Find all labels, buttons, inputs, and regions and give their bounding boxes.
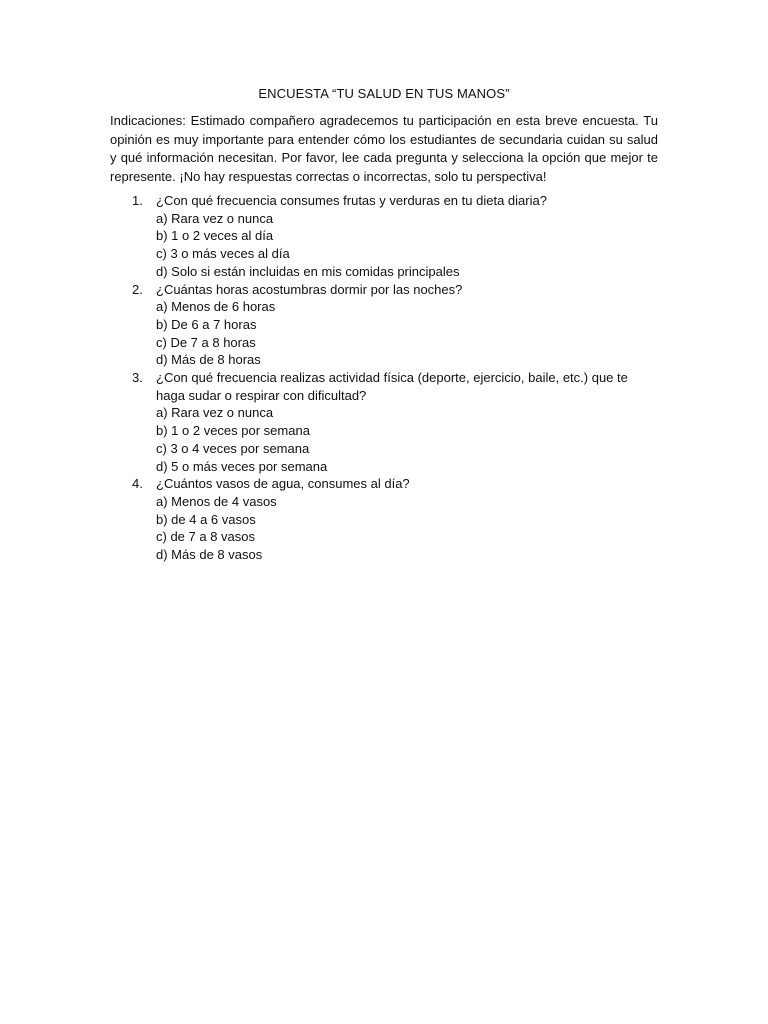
answer-option: a) Menos de 6 horas: [156, 299, 276, 315]
answer-option: a) Rara vez o nunca: [156, 405, 274, 421]
question-item: [110, 192, 658, 281]
answer-option: c) 3 o más veces al día: [156, 246, 290, 262]
question-item: [110, 281, 658, 370]
question-item: [110, 369, 658, 475]
question-number: 1.: [132, 193, 143, 208]
answer-option: c) 3 o 4 veces por semana: [156, 440, 310, 456]
answer-option: a) Rara vez o nunca: [156, 210, 274, 226]
option-list: [156, 493, 658, 564]
answer-option: d) Más de 8 vasos: [156, 547, 263, 563]
question-text: ¿Cuántas horas acostumbras dormir por las noches?: [156, 281, 463, 297]
question-list: [110, 192, 658, 564]
question-text: ¿Cuántos vasos de agua, consumes al día?: [156, 476, 410, 492]
answer-option: b) de 4 a 6 vasos: [156, 511, 256, 527]
answer-option: d) 5 o más veces por semana: [156, 458, 328, 474]
question-number: 4.: [132, 476, 143, 492]
option-list: [156, 210, 658, 281]
question-number: 2.: [132, 281, 143, 297]
answer-option: a) Menos de 4 vasos: [156, 493, 277, 509]
answer-option: c) De 7 a 8 horas: [156, 334, 256, 350]
answer-option: b) 1 o 2 veces al día: [156, 228, 274, 244]
option-list: [156, 404, 658, 475]
option-list: [156, 298, 658, 369]
page-title: ENCUESTA “TU SALUD EN TUS MANOS”: [258, 86, 510, 101]
question-number: 3.: [132, 370, 143, 386]
question-text: ¿Con qué frecuencia realizas actividad física (deporte, ejercicio, baile, etc.) que te haga sudar o respirar con dificultad?: [156, 370, 628, 403]
question-text: ¿Con qué frecuencia consumes frutas y verduras en tu dieta diaria?: [156, 193, 547, 208]
answer-option: b) 1 o 2 veces por semana: [156, 423, 310, 439]
answer-option: c) de 7 a 8 vasos: [156, 529, 255, 545]
answer-option: b) De 6 a 7 horas: [156, 316, 257, 332]
answer-option: d) Más de 8 horas: [156, 352, 261, 368]
question-item: [110, 475, 658, 564]
answer-option: d) Solo si están incluidas en mis comidas principales: [156, 263, 460, 279]
instructions-paragraph: Indicaciones: Estimado compañero agradecemos tu participación en esta breve encuesta. Tu opinión es muy importante para entender cómo los estudiantes de secundaria cuidan su salud y qué información necesitan. Por favor, lee cada pregunta y selecciona la opción que mejor te represente. ¡No hay respuestas correctas o incorrectas, solo tu perspectiva!: [110, 113, 658, 184]
